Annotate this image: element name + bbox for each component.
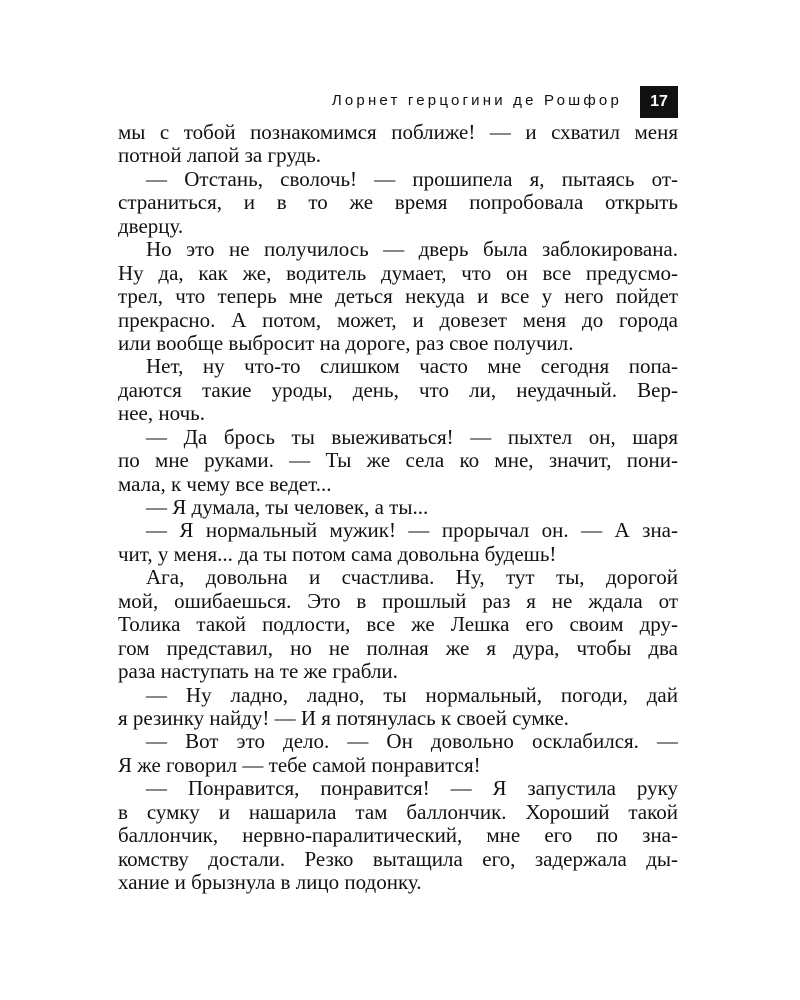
text-line: — Я думала, ты человек, а ты... <box>146 496 429 519</box>
text-line: Толика такой подлости, все же Лешка его своим дру- <box>118 613 678 637</box>
text-line: баллончик, нервно-паралитический, мне его по зна- <box>118 824 678 848</box>
text-line: Я же говорил — тебе самой понравится! <box>118 753 481 777</box>
page-number: 17 <box>640 86 678 118</box>
text-line: — Ну ладно, ладно, ты нормальный, погоди, дай <box>146 683 678 707</box>
text-line: Ага, довольна и счастлива. Ну, тут ты, дорогой <box>146 566 678 590</box>
text-line: — Отстань, сволочь! — прошипела я, пытаясь от- <box>146 167 678 191</box>
text-line: дверцу. <box>118 214 184 238</box>
text-line: — Я нормальный мужик! — прорычал он. — А зна- <box>146 519 678 543</box>
text-line: мала, к чему все ведет... <box>118 472 332 496</box>
text-line: трел, что теперь мне деться некуда и все у него пойдет <box>118 285 678 309</box>
text-line: нее, ночь. <box>118 402 205 426</box>
text-line: прекрасно. А потом, может, и довезет меня до города <box>118 308 678 332</box>
text-line: я резинку найду! — И я потянулась к своей сумке. <box>118 706 569 730</box>
text-line: Ну да, как же, водитель думает, что он все предусмо- <box>118 261 678 285</box>
text-line: — Вот это дело. — Он довольно осклабился. — <box>146 730 678 754</box>
text-line: мой, ошибаешься. Это в прошлый раз я не ждала от <box>118 589 678 613</box>
text-line: по мне руками. — Ты же села ко мне, значит, пони- <box>118 449 678 473</box>
running-title: Лорнет герцогини де Рошфор <box>331 92 622 109</box>
text-line: мы с тобой познакомимся поближе! — и схватил меня <box>118 121 678 144</box>
text-line: хание и брызнула в лицо подонку. <box>118 871 422 894</box>
text-line: раза наступать на те же грабли. <box>118 660 398 684</box>
text-line: Но это не получилось — дверь была заблокирована. <box>146 238 678 262</box>
text-line: чит, у меня... да ты потом сама довольна будешь! <box>118 542 557 566</box>
text-line: потной лапой за грудь. <box>118 144 322 168</box>
text-line: комству достали. Резко вытащила его, задержала ды- <box>118 847 678 871</box>
text-line: или вообще выбросит на дороге, раз свое получил. <box>118 331 574 355</box>
text-line: страниться, и в то же время попробовала открыть <box>118 191 678 215</box>
body-text <box>118 121 678 894</box>
text-line: в сумку и нашарила там баллончик. Хороший такой <box>118 800 678 824</box>
text-line: — Да брось ты выеживаться! — пыхтел он, шаря <box>146 425 678 449</box>
running-header <box>118 86 678 118</box>
text-line: Нет, ну что-то слишком часто мне сегодня попа- <box>146 355 678 379</box>
text-line: — Понравится, понравится! — Я запустила руку <box>146 777 678 801</box>
text-line: гом представил, но не полная же я дура, чтобы два <box>118 636 678 660</box>
text-line: даются такие уроды, день, что ли, неудачный. Вер- <box>118 378 678 402</box>
